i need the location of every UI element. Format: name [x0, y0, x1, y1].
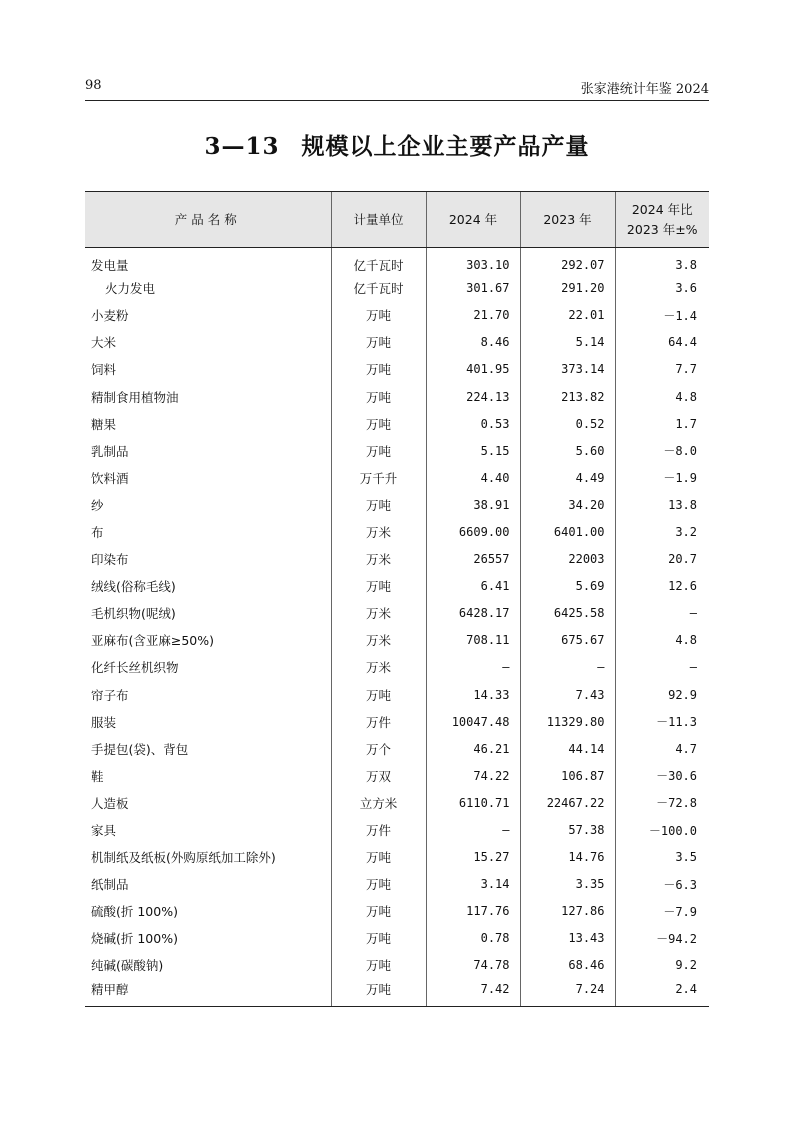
value-2023-cell: 14.76 — [520, 844, 615, 871]
product-name-cell: 手提包(袋)、背包 — [91, 741, 189, 757]
header-change — [615, 192, 709, 248]
value-2024-cell: 6110.71 — [426, 789, 520, 816]
change-cell: 4.7 — [615, 735, 709, 762]
table-row — [85, 735, 709, 762]
value-2023-cell: 127.86 — [520, 898, 615, 925]
value-2024-cell: 74.78 — [426, 952, 520, 979]
table-row — [85, 654, 709, 681]
value-2024-cell: 0.78 — [426, 925, 520, 952]
change-cell: 4.8 — [615, 627, 709, 654]
value-2023-cell: 3.35 — [520, 871, 615, 898]
table-row — [85, 627, 709, 654]
product-name-cell: 纸制品 — [91, 877, 129, 893]
value-2024-cell: 6.41 — [426, 573, 520, 600]
change-cell: －6.3 — [615, 871, 709, 898]
unit-cell: 万米 — [331, 546, 426, 573]
value-2023-cell: 13.43 — [520, 925, 615, 952]
change-cell: 4.8 — [615, 383, 709, 410]
table-row — [85, 600, 709, 627]
unit-cell: 万吨 — [331, 871, 426, 898]
header-product-name: 产品名称 — [85, 192, 331, 248]
unit-cell: 万米 — [331, 518, 426, 545]
value-2023-cell: 7.24 — [520, 979, 615, 1006]
table-row — [85, 356, 709, 383]
table-row — [85, 302, 709, 329]
unit-cell: 万吨 — [331, 952, 426, 979]
table-row — [85, 681, 709, 708]
value-2023-cell: 44.14 — [520, 735, 615, 762]
value-2024-cell: 15.27 — [426, 844, 520, 871]
value-2024-cell: — — [426, 816, 520, 843]
unit-cell: 万吨 — [331, 573, 426, 600]
value-2023-cell: 22003 — [520, 546, 615, 573]
unit-cell: 万吨 — [331, 979, 426, 1006]
header-2023: 2023 年 — [520, 192, 615, 248]
unit-cell: 万千升 — [331, 464, 426, 491]
value-2024-cell: 301.67 — [426, 275, 520, 302]
product-name-cell: 亚麻布(含亚麻≥50%) — [91, 633, 215, 649]
value-2024-cell: 0.53 — [426, 410, 520, 437]
unit-cell: 万米 — [331, 600, 426, 627]
value-2023-cell: 68.46 — [520, 952, 615, 979]
production-table — [85, 191, 709, 1007]
table-row — [85, 708, 709, 735]
value-2023-cell: 675.67 — [520, 627, 615, 654]
unit-cell: 万米 — [331, 627, 426, 654]
product-name-cell: 硫酸(折 100%) — [91, 904, 178, 920]
unit-cell: 万个 — [331, 735, 426, 762]
product-name-cell: 烧碱(折 100%) — [91, 931, 178, 947]
table-title-text: 规模以上企业主要产品产量 — [301, 133, 590, 160]
unit-cell: 万吨 — [331, 491, 426, 518]
value-2024-cell: 38.91 — [426, 491, 520, 518]
change-cell: 3.8 — [615, 248, 709, 275]
book-title: 张家港统计年鉴 2024 — [580, 82, 709, 97]
product-name-cell: 印染布 — [91, 552, 129, 568]
value-2023-cell: 22.01 — [520, 302, 615, 329]
value-2023-cell: 6425.58 — [520, 600, 615, 627]
value-2024-cell: 26557 — [426, 546, 520, 573]
table-row — [85, 275, 709, 302]
unit-cell: 万双 — [331, 762, 426, 789]
value-2024-cell: 8.46 — [426, 329, 520, 356]
unit-cell: 亿千瓦时 — [331, 275, 426, 302]
table-row — [85, 844, 709, 871]
value-2023-cell: 106.87 — [520, 762, 615, 789]
change-cell: 3.5 — [615, 844, 709, 871]
change-cell: 3.6 — [615, 275, 709, 302]
table-title — [85, 128, 709, 161]
value-2024-cell: 117.76 — [426, 898, 520, 925]
table-row — [85, 925, 709, 952]
change-cell: －11.3 — [615, 708, 709, 735]
value-2023-cell: 4.49 — [520, 464, 615, 491]
change-cell: 20.7 — [615, 546, 709, 573]
unit-cell: 万件 — [331, 816, 426, 843]
value-2023-cell: 57.38 — [520, 816, 615, 843]
change-cell: 92.9 — [615, 681, 709, 708]
product-name-cell: 服装 — [91, 714, 117, 730]
change-cell: －1.9 — [615, 464, 709, 491]
value-2024-cell: 224.13 — [426, 383, 520, 410]
product-name-cell: 家具 — [91, 823, 117, 839]
value-2023-cell: 291.20 — [520, 275, 615, 302]
product-name-cell: 纱 — [91, 497, 104, 513]
table-row — [85, 816, 709, 843]
product-name-cell: 糖果 — [91, 416, 117, 432]
page-header — [85, 78, 709, 98]
product-name-cell: 大米 — [91, 335, 117, 351]
table-row — [85, 871, 709, 898]
product-name-cell: 毛机织物(呢绒) — [91, 606, 176, 622]
product-name-cell: 纯碱(碳酸钠) — [91, 958, 164, 974]
unit-cell: 万吨 — [331, 410, 426, 437]
header-rule — [85, 100, 709, 101]
unit-cell: 万吨 — [331, 329, 426, 356]
change-cell: －94.2 — [615, 925, 709, 952]
change-cell: 2.4 — [615, 979, 709, 1006]
value-2023-cell: — — [520, 654, 615, 681]
unit-cell: 万吨 — [331, 681, 426, 708]
value-2024-cell: 74.22 — [426, 762, 520, 789]
table-row — [85, 437, 709, 464]
value-2024-cell: 5.15 — [426, 437, 520, 464]
change-cell: －1.4 — [615, 302, 709, 329]
product-name-cell: 人造板 — [91, 795, 129, 811]
table-row — [85, 248, 709, 275]
table-row — [85, 952, 709, 979]
change-cell: 64.4 — [615, 329, 709, 356]
value-2023-cell: 34.20 — [520, 491, 615, 518]
product-name-cell: 帘子布 — [91, 687, 129, 703]
product-name-cell: 发电量 — [91, 258, 129, 274]
unit-cell: 万吨 — [331, 437, 426, 464]
table-row — [85, 518, 709, 545]
change-cell: 13.8 — [615, 491, 709, 518]
value-2023-cell: 292.07 — [520, 248, 615, 275]
change-cell: — — [615, 600, 709, 627]
table-row — [85, 898, 709, 925]
product-name-cell: 小麦粉 — [91, 308, 129, 324]
unit-cell: 万吨 — [331, 302, 426, 329]
unit-cell: 万吨 — [331, 898, 426, 925]
product-name-cell: 饮料酒 — [91, 470, 129, 486]
value-2024-cell: 401.95 — [426, 356, 520, 383]
value-2024-cell: 708.11 — [426, 627, 520, 654]
value-2024-cell: 10047.48 — [426, 708, 520, 735]
value-2023-cell: 5.14 — [520, 329, 615, 356]
value-2023-cell: 0.52 — [520, 410, 615, 437]
unit-cell: 万吨 — [331, 925, 426, 952]
value-2024-cell: 6428.17 — [426, 600, 520, 627]
product-name-cell: 布 — [91, 524, 104, 540]
product-name-cell: 饲料 — [91, 362, 117, 378]
value-2024-cell: 303.10 — [426, 248, 520, 275]
unit-cell: 万吨 — [331, 356, 426, 383]
product-name-cell: 化纤长丝机织物 — [91, 660, 179, 676]
change-cell: －30.6 — [615, 762, 709, 789]
unit-cell: 万吨 — [331, 383, 426, 410]
change-cell: 3.2 — [615, 518, 709, 545]
value-2024-cell: — — [426, 654, 520, 681]
header-change-line1: 2024 年比 — [631, 201, 693, 217]
table-header-row — [85, 192, 709, 248]
unit-cell: 亿千瓦时 — [331, 248, 426, 275]
value-2024-cell: 6609.00 — [426, 518, 520, 545]
value-2023-cell: 6401.00 — [520, 518, 615, 545]
change-cell: －7.9 — [615, 898, 709, 925]
value-2023-cell: 5.60 — [520, 437, 615, 464]
value-2023-cell: 7.43 — [520, 681, 615, 708]
change-cell: — — [615, 654, 709, 681]
table-row — [85, 573, 709, 600]
product-name-cell: 精甲醇 — [85, 979, 331, 1006]
change-cell: 7.7 — [615, 356, 709, 383]
table-row — [85, 410, 709, 437]
value-2023-cell: 11329.80 — [520, 708, 615, 735]
change-cell: －8.0 — [615, 437, 709, 464]
value-2023-cell: 213.82 — [520, 383, 615, 410]
unit-cell: 万件 — [331, 708, 426, 735]
table-number: 3—13 — [204, 133, 280, 160]
unit-cell: 万米 — [331, 654, 426, 681]
change-cell: 12.6 — [615, 573, 709, 600]
product-name-cell: 精制食用植物油 — [91, 389, 179, 405]
header-unit: 计量单位 — [331, 192, 426, 248]
value-2024-cell: 14.33 — [426, 681, 520, 708]
table-row — [85, 546, 709, 573]
value-2023-cell: 5.69 — [520, 573, 615, 600]
product-name-cell: 乳制品 — [91, 443, 129, 459]
product-name-cell: 鞋 — [91, 768, 104, 784]
table-row — [85, 762, 709, 789]
value-2024-cell: 7.42 — [426, 979, 520, 1006]
value-2023-cell: 373.14 — [520, 356, 615, 383]
table-row — [85, 464, 709, 491]
value-2024-cell: 46.21 — [426, 735, 520, 762]
header-change-line2: 2023 年±% — [626, 221, 698, 237]
page-number: 98 — [85, 78, 102, 93]
change-cell: 1.7 — [615, 410, 709, 437]
unit-cell: 万吨 — [331, 844, 426, 871]
table-row — [85, 979, 709, 1006]
table-row — [85, 329, 709, 356]
table-row — [85, 383, 709, 410]
change-cell: －100.0 — [615, 816, 709, 843]
value-2023-cell: 22467.22 — [520, 789, 615, 816]
header-2024: 2024 年 — [426, 192, 520, 248]
value-2024-cell: 4.40 — [426, 464, 520, 491]
change-cell: 9.2 — [615, 952, 709, 979]
value-2024-cell: 3.14 — [426, 871, 520, 898]
product-name-cell: 火力发电 — [105, 281, 156, 297]
unit-cell: 立方米 — [331, 789, 426, 816]
table-row — [85, 789, 709, 816]
product-name-cell: 绒线(俗称毛线) — [91, 579, 176, 595]
value-2024-cell: 21.70 — [426, 302, 520, 329]
product-name-cell: 机制纸及纸板(外购原纸加工除外) — [91, 850, 276, 866]
table-body — [85, 248, 709, 1007]
table-row — [85, 491, 709, 518]
change-cell: －72.8 — [615, 789, 709, 816]
